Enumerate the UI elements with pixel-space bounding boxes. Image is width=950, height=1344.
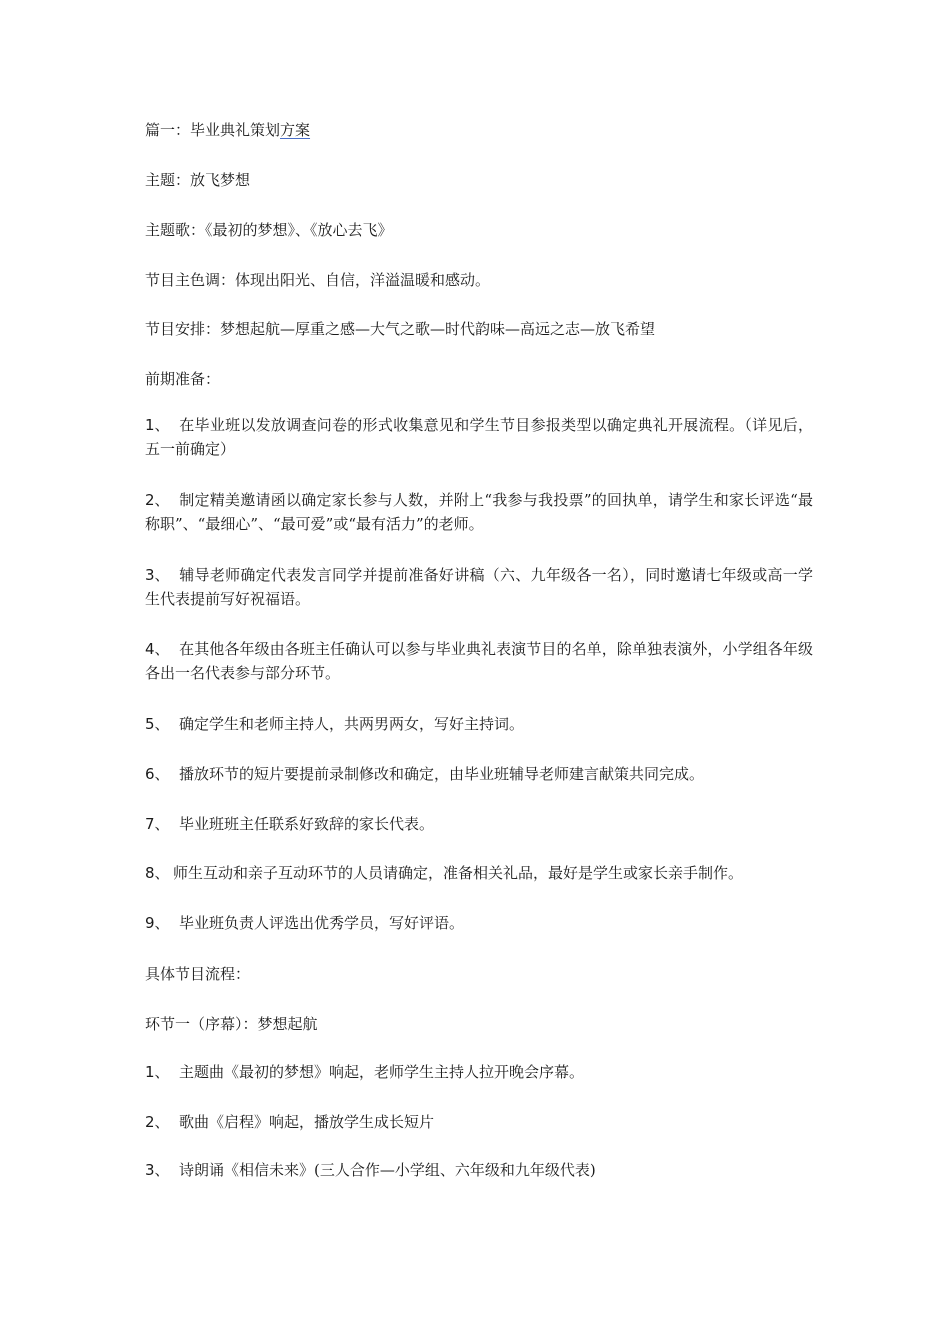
item-text: 在毕业班以发放调查问卷的形式收集意见和学生节目参报类型以确定典礼开展流程。（详见后，五一前确定）	[145, 416, 813, 458]
tone-line: 节目主色调：体现出阳光、自信，洋溢温暖和感动。	[145, 271, 491, 289]
item-number: 9、	[145, 914, 170, 932]
item-number: 7、	[145, 815, 170, 833]
item-text: 播放环节的短片要提前录制修改和确定，由毕业班辅导老师建言献策共同完成。	[179, 765, 705, 783]
item-text: 诗朗诵《相信未来》(三人合作—小学组、六年级和九年级代表)	[179, 1161, 596, 1179]
prep-item-4	[145, 637, 813, 685]
flow-heading: 具体节目流程：	[145, 965, 251, 983]
item-text: 辅导老师确定代表发言同学并提前准备好讲稿（六、九年级各一名），同时邀请七年级或高一学生代表提前写好祝福语。	[145, 566, 813, 608]
item-text: 主题曲《最初的梦想》响起，老师学生主持人拉开晚会序幕。	[179, 1063, 585, 1081]
item-number: 4、	[145, 640, 170, 658]
item-number: 6、	[145, 765, 170, 783]
theme-line: 主题：放飞梦想	[145, 171, 251, 189]
item-number: 3、	[145, 1161, 170, 1179]
prep-item-8	[145, 861, 813, 885]
item-text: 歌曲《启程》响起，播放学生成长短片	[179, 1113, 435, 1131]
item-text: 毕业班负责人评选出优秀学员，写好评语。	[179, 914, 465, 932]
prep-item-7	[145, 812, 813, 836]
item-text: 毕业班班主任联系好致辞的家长代表。	[179, 815, 435, 833]
item-number: 1、	[145, 1063, 170, 1081]
item-number: 5、	[145, 715, 170, 733]
item-number: 2、	[145, 491, 170, 509]
item-text: 师生互动和亲子互动环节的人员请确定，准备相关礼品，最好是学生或家长亲手制作。	[173, 864, 744, 882]
item-text: 制定精美邀请函以确定家长参与人数，并附上“我参与我投票”的回执单，请学生和家长评选“最称职”、“最细心”、“最可爱”或“最有活力”的老师。	[145, 491, 813, 533]
section1-item-3	[145, 1158, 813, 1182]
item-text: 确定学生和老师主持人，共两男两女，写好主持词。	[179, 715, 525, 733]
section1-item-1	[145, 1060, 813, 1084]
prep-item-1	[145, 413, 813, 461]
item-number: 8、	[145, 864, 170, 882]
theme-song-line: 主题歌：《最初的梦想》、《放心去飞》	[145, 221, 393, 239]
prep-item-9	[145, 911, 813, 935]
prep-item-6	[145, 762, 813, 786]
item-number: 2、	[145, 1113, 170, 1131]
section1-heading: 环节一（序幕）：梦想起航	[145, 1015, 318, 1033]
title-text: 篇一：毕业典礼策划	[145, 121, 281, 139]
title-link[interactable]: 方案	[280, 121, 311, 139]
prep-heading: 前期准备：	[145, 370, 221, 388]
document-title	[145, 118, 813, 142]
item-number: 1、	[145, 416, 170, 434]
arrangement-line: 节目安排：梦想起航—厚重之感—大气之歌—时代韵味—高远之志—放飞希望	[145, 320, 656, 338]
prep-item-5	[145, 712, 813, 736]
section1-item-2	[145, 1110, 813, 1134]
item-number: 3、	[145, 566, 170, 584]
prep-item-3	[145, 563, 813, 611]
item-text: 在其他各年级由各班主任确认可以参与毕业典礼表演节目的名单，除单独表演外，小学组各年级各出一名代表参与部分环节。	[145, 640, 813, 682]
prep-item-2	[145, 488, 813, 536]
